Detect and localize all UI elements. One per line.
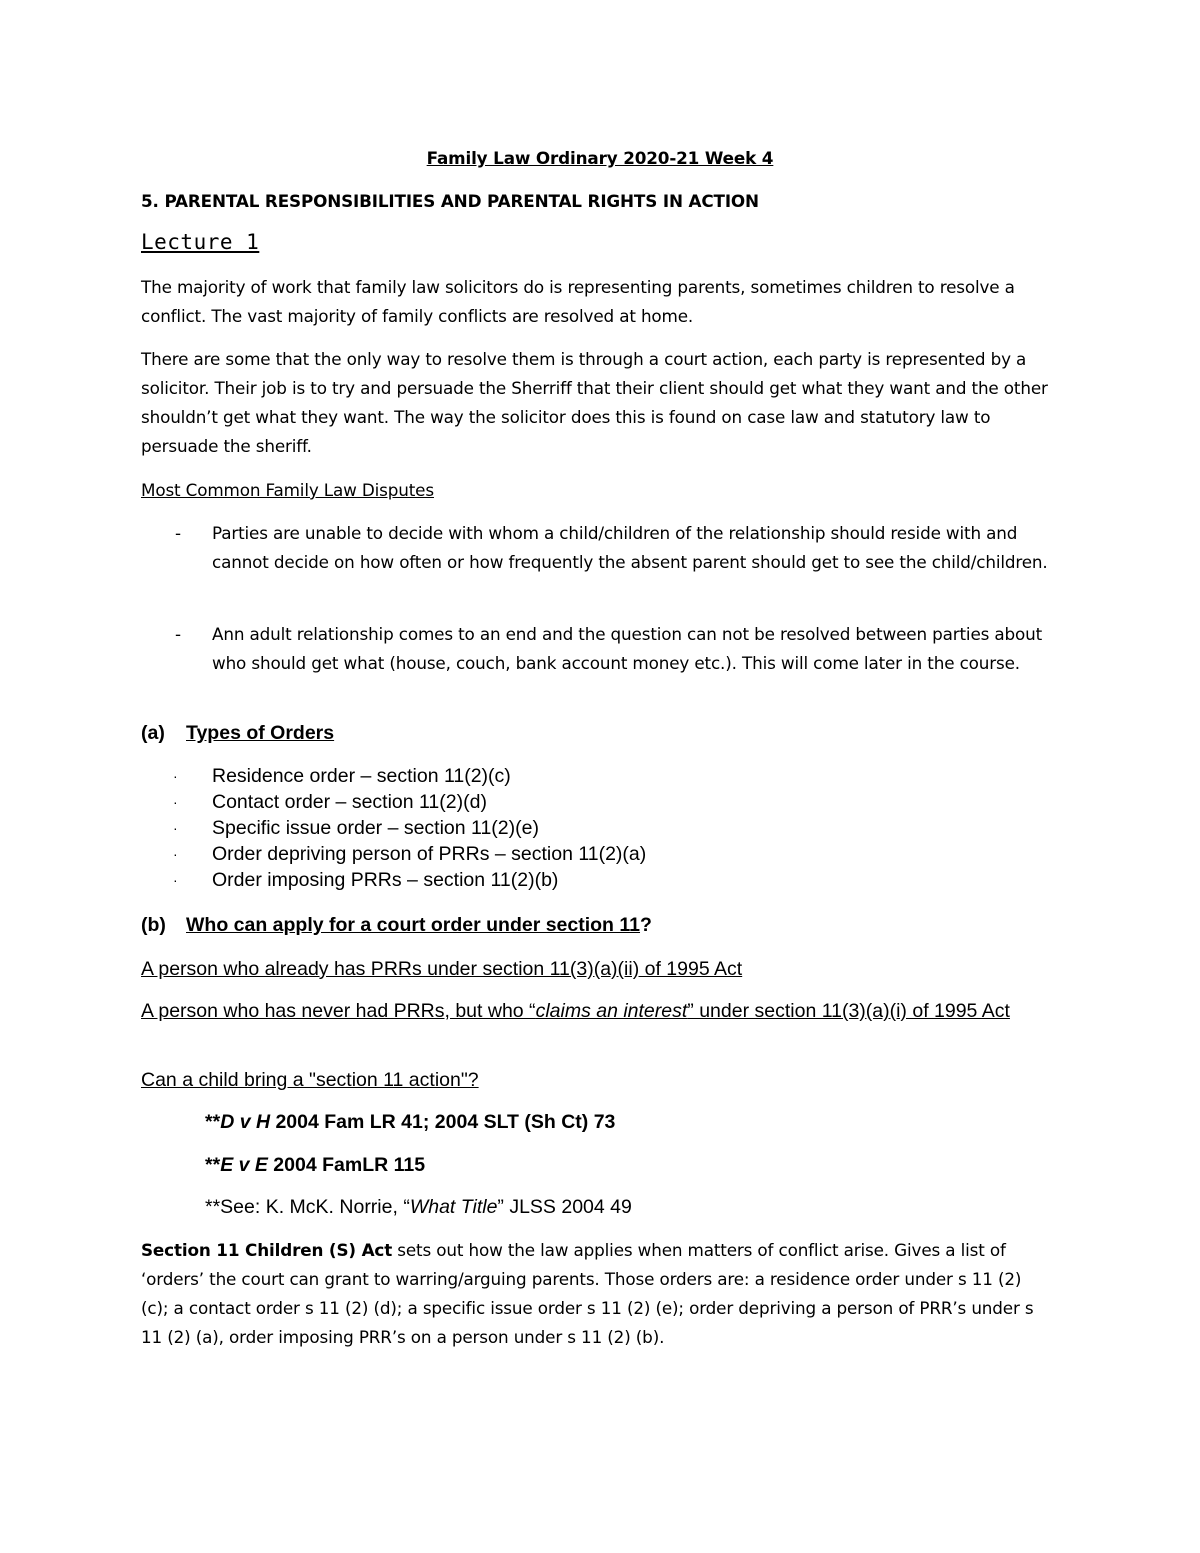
document-title: Family Law Ordinary 2020-21 Week 4 bbox=[426, 148, 774, 168]
text-segment: 2004 Fam LR 41; 2004 SLT (Sh Ct) 73 bbox=[270, 1111, 616, 1133]
italic-segment: claims an interest bbox=[535, 1000, 688, 1022]
dash-marker: - bbox=[175, 523, 181, 543]
heading-text: Who can apply for a court order under section 11 bbox=[186, 914, 641, 936]
list-item bbox=[141, 815, 646, 841]
dash-marker: - bbox=[175, 624, 181, 644]
bullet-marker: · bbox=[173, 820, 178, 836]
heading-text: Types of Orders bbox=[186, 722, 335, 744]
bold-segment: Section 11 Children (S) Act bbox=[141, 1240, 393, 1260]
bullet-marker: · bbox=[173, 794, 178, 810]
text-segment: sets out how the law applies when matters of conflict arise. Gives a list of ‘orders’ the court can grant to warring/arguing parents. Those orders are: a residence order under s 11 (2) (c); a contact order s 11 (2) (d); a specific issue order s 11 (2) (e); order depriving a person of PRR’s under s 11 (2) (a), order imposing PRR’s on a person under s 11 (2) (b). bbox=[141, 1240, 1034, 1347]
list-item bbox=[141, 841, 646, 867]
common-disputes-title: Most Common Family Law Disputes bbox=[141, 480, 434, 500]
article-title: What Title bbox=[409, 1196, 498, 1218]
case-name: D v H bbox=[220, 1111, 271, 1133]
applicant-with-prrs: A person who already has PRRs under section 11(3)(a)(ii) of 1995 Act bbox=[141, 958, 743, 980]
dispute-item bbox=[141, 519, 1053, 577]
heading-suffix: ? bbox=[640, 914, 652, 936]
paragraph-intro: The majority of work that family law solicitors do is representing parents, sometimes children to resolve a conflict. The vast majority of family conflicts are resolved at home. bbox=[141, 277, 1015, 326]
child-action-question: Can a child bring a "section 11 action"? bbox=[141, 1069, 479, 1091]
order-text: Residence order – section 11(2)(c) bbox=[212, 765, 511, 787]
list-item bbox=[141, 763, 646, 789]
dispute-text: Ann adult relationship comes to an end and the question can not be resolved between parties about who should get what (house, couch, bank account money etc.). This will come later in the course. bbox=[212, 624, 1043, 673]
who-can-apply-heading bbox=[141, 912, 652, 938]
case-citation bbox=[205, 1152, 425, 1178]
text-segment: **See: K. McK. Norrie, “ bbox=[205, 1196, 410, 1218]
order-text: Order depriving person of PRRs – section 11(2)(a) bbox=[212, 843, 647, 865]
applicant-claims-interest bbox=[141, 998, 1053, 1024]
orders-list bbox=[141, 763, 646, 893]
heading-letter: (a) bbox=[141, 722, 165, 744]
order-text: Order imposing PRRs – section 11(2)(b) bbox=[212, 869, 559, 891]
case-name: E v E bbox=[220, 1154, 268, 1176]
bullet-marker: · bbox=[173, 846, 178, 862]
list-item bbox=[141, 867, 646, 893]
article-citation bbox=[205, 1194, 632, 1220]
order-text: Contact order – section 11(2)(d) bbox=[212, 791, 487, 813]
bullet-marker: · bbox=[173, 872, 178, 888]
heading-letter: (b) bbox=[141, 914, 166, 936]
dispute-item bbox=[141, 620, 1053, 678]
dispute-text: Parties are unable to decide with whom a child/children of the relationship should reside with and cannot decide on how often or how frequently the absent parent should get to see the child/children. bbox=[212, 523, 1048, 572]
lecture-heading: Lecture 1 bbox=[141, 230, 260, 254]
case-citation bbox=[205, 1109, 615, 1135]
bullet-marker: · bbox=[173, 768, 178, 784]
text-segment: ” under section 11(3)(a)(i) of 1995 Act bbox=[687, 1000, 1010, 1022]
text-segment: 2004 FamLR 115 bbox=[267, 1154, 426, 1176]
list-item bbox=[141, 789, 646, 815]
text-segment: ** bbox=[205, 1111, 221, 1133]
types-of-orders-heading bbox=[141, 720, 334, 746]
text-segment: ” JLSS 2004 49 bbox=[497, 1196, 632, 1218]
paragraph-court-action: There are some that the only way to resolve them is through a court action, each party is represented by a solicitor. Their job is to try and persuade the Sherriff that their client should get what they want and the other shouldn’t get what they want. The way the solicitor does this is found on case law and statutory law to persuade the sheriff. bbox=[141, 349, 1048, 456]
section-11-paragraph bbox=[141, 1236, 1053, 1352]
text-segment: ** bbox=[205, 1154, 221, 1176]
text-segment: A person who has never had PRRs, but who “ bbox=[141, 1000, 536, 1022]
order-text: Specific issue order – section 11(2)(e) bbox=[212, 817, 539, 839]
section-heading: 5. PARENTAL RESPONSIBILITIES AND PARENTAL RIGHTS IN ACTION bbox=[141, 191, 759, 211]
